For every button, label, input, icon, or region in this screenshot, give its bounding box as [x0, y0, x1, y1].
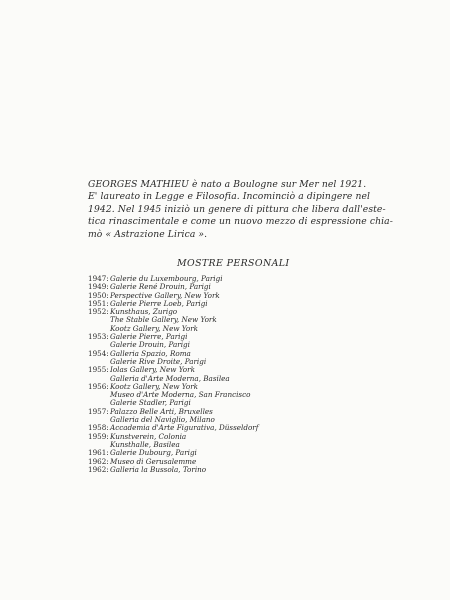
exhibition-venue: Galerie Rive Droite, Parigi	[110, 356, 207, 366]
exhibition-venue: Galerie Pierre, Parigi	[110, 332, 188, 342]
exhibition-year: 1955:	[88, 365, 109, 375]
exhibition-venues	[110, 308, 388, 333]
exhibition-venue: Kunsthaus, Zurigo	[110, 307, 178, 317]
exhibition-venues	[110, 333, 388, 350]
biography-line: GEORGES MATHIEU è nato a Boulogne sur Mer nel 1921.	[88, 179, 367, 190]
exhibition-venue: Museo d'Arte Moderna, San Francisco	[110, 390, 251, 400]
exhibition-venue: Kunstverein, Colonia	[110, 431, 187, 441]
exhibition-venue: Perspective Gallery, New York	[110, 290, 220, 300]
exhibition-year: 1949:	[88, 282, 109, 292]
exhibition-venue: Galleria Spazio, Roma	[110, 348, 191, 358]
biography-line: tica rinascimentale e come un nuovo mezzo di espressione chia-	[88, 216, 393, 228]
exhibition-venue: Galerie Drouin, Parigi	[110, 340, 190, 350]
exhibition-venue: Galleria d'Arte Moderna, Basilea	[110, 373, 230, 383]
section-heading: MOSTRE PERSONALI	[177, 258, 290, 269]
exhibition-venue: The Stable Gallery, New York	[110, 315, 217, 325]
exhibition-year: 1958:	[88, 423, 109, 433]
exhibition-venue: Galerie René Drouin, Parigi	[110, 282, 211, 292]
exhibition-venue: Galerie du Luxembourg, Parigi	[110, 274, 223, 283]
exhibition-venue: Galerie Pierre Loeb, Parigi	[110, 298, 208, 308]
exhibition-year: 1951:	[88, 298, 109, 308]
exhibition-venue: Kootz Gallery, New York	[110, 381, 198, 391]
exhibition-venue: Kunsthalle, Basilea	[110, 439, 180, 449]
exhibitions-list	[88, 275, 388, 474]
biography-line: E' laureato in Legge e Filosofia. Incominciò a dipingere nel	[88, 191, 371, 203]
exhibition-venue: Palazzo Belle Arti, Bruxelles	[110, 406, 213, 416]
exhibition-venue: Galleria la Bussola, Torino	[110, 464, 207, 474]
exhibition-venue: Galleria del Naviglio, Milano	[110, 415, 215, 425]
biography-paragraph	[88, 179, 418, 241]
exhibition-year: 1947:	[88, 274, 109, 283]
exhibition-venues	[110, 408, 388, 425]
exhibition-year: 1950:	[88, 290, 109, 300]
exhibition-venue: Kootz Gallery, New York	[110, 323, 198, 333]
exhibition-venues	[110, 350, 388, 367]
exhibition-year: 1961:	[88, 448, 109, 458]
biography-line: 1942. Nel 1945 iniziò un genere di pittura che libera dall'este-	[88, 203, 386, 215]
exhibition-venue: Galerie Dubourg, Parigi	[110, 448, 197, 458]
exhibition-entry	[88, 433, 388, 450]
exhibition-entry	[88, 466, 388, 474]
exhibition-year: 1962:	[88, 464, 109, 474]
exhibition-entry	[88, 408, 388, 425]
exhibition-entry	[88, 350, 388, 367]
exhibition-venues	[110, 433, 388, 450]
exhibition-year: 1957:	[88, 406, 109, 416]
exhibition-year: 1956:	[88, 381, 109, 391]
exhibition-venues	[110, 466, 388, 474]
exhibition-entry	[88, 308, 388, 333]
exhibition-venues	[110, 383, 388, 408]
exhibition-year: 1952:	[88, 307, 109, 317]
exhibition-venue: Iolas Gallery, New York	[110, 365, 195, 375]
biography-line: mò « Astrazione Lirica ».	[88, 228, 208, 240]
exhibition-venue: Accademia d'Arte Figurativa, Düsseldorf	[110, 423, 259, 433]
exhibition-year: 1954:	[88, 348, 109, 358]
exhibition-venue: Museo di Gerusalemme	[110, 456, 197, 466]
exhibition-entry	[88, 383, 388, 408]
exhibition-venues	[110, 366, 388, 383]
exhibition-year: 1959:	[88, 431, 109, 441]
exhibition-entry	[88, 333, 388, 350]
exhibition-venue: Galerie Stadler, Parigi	[110, 398, 191, 408]
exhibition-year: 1962:	[88, 456, 109, 466]
exhibition-entry	[88, 366, 388, 383]
exhibition-year: 1953:	[88, 332, 109, 342]
